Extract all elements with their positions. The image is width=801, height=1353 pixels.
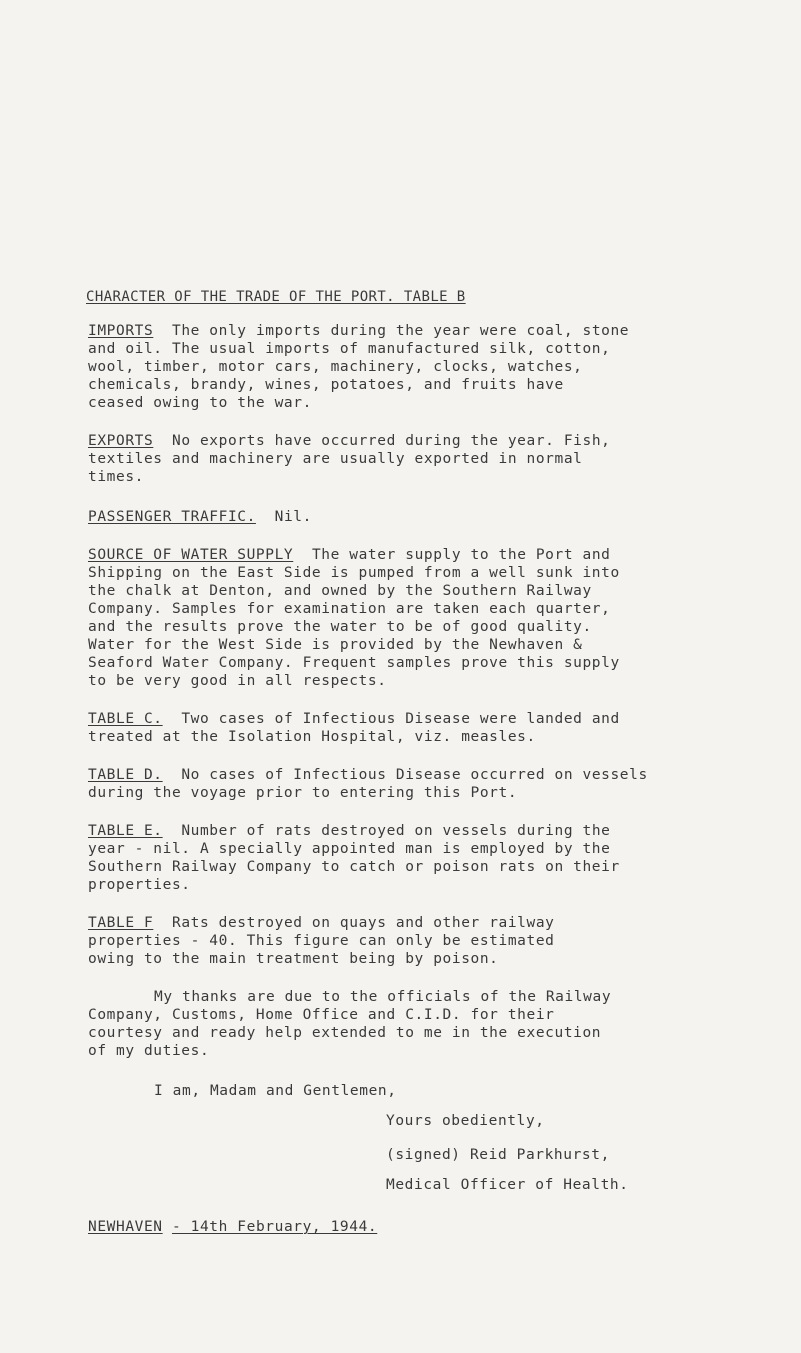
water-supply-line-4: Company. Samples for examination are taken each quarter, bbox=[88, 601, 611, 617]
officer-title: Medical Officer of Health. bbox=[386, 1177, 629, 1193]
thanks-line-1: My thanks are due to the officials of the Railway bbox=[154, 989, 612, 1005]
passenger-traffic-line bbox=[88, 508, 312, 526]
water-supply-line-1: SOURCE OF WATER SUPPLY The water supply to the Port and bbox=[88, 547, 611, 563]
table-c-heading: TABLE C. bbox=[88, 711, 163, 727]
passenger-traffic-heading: PASSENGER TRAFFIC. bbox=[88, 509, 256, 525]
footer-place: NEWHAVEN bbox=[88, 1219, 163, 1235]
thanks-line-3: courtesy and ready help extended to me in the execution bbox=[88, 1025, 602, 1041]
thanks-line-2: Company, Customs, Home Office and C.I.D. for their bbox=[88, 1007, 555, 1023]
table-e-line-4: properties. bbox=[88, 877, 191, 893]
imports-line-5: ceased owing to the war. bbox=[88, 395, 312, 411]
water-supply-line-6: Water for the West Side is provided by the Newhaven & bbox=[88, 637, 583, 653]
footer-place-date bbox=[88, 1218, 377, 1236]
page-title: CHARACTER OF THE TRADE OF THE PORT. TABLE B bbox=[86, 289, 466, 305]
water-supply-heading: SOURCE OF WATER SUPPLY bbox=[88, 547, 294, 563]
table-e-line-2: year - nil. A specially appointed man is employed by the bbox=[88, 841, 611, 857]
exports-line-2: textiles and machinery are usually exported in normal bbox=[88, 451, 583, 467]
signature: (signed) Reid Parkhurst, bbox=[386, 1147, 610, 1163]
water-supply-line-2: Shipping on the East Side is pumped from a well sunk into bbox=[88, 565, 620, 581]
salutation: I am, Madam and Gentlemen, bbox=[154, 1083, 397, 1099]
footer-date: - 14th February, 1944. bbox=[171, 1219, 378, 1235]
table-d-line-1: TABLE D. No cases of Infectious Disease occurred on vessels bbox=[88, 767, 648, 783]
water-supply-line-8: to be very good in all respects. bbox=[88, 673, 387, 689]
water-supply-line-5: and the results prove the water to be of good quality. bbox=[88, 619, 592, 635]
table-f-line-1: TABLE F Rats destroyed on quays and other railway bbox=[88, 915, 555, 931]
exports-line-3: times. bbox=[88, 469, 144, 485]
exports-heading: EXPORTS bbox=[88, 433, 154, 449]
passenger-traffic-value: Nil. bbox=[274, 509, 312, 525]
imports-heading: IMPORTS bbox=[88, 323, 154, 339]
table-e-line-3: Southern Railway Company to catch or poison rats on their bbox=[88, 859, 620, 875]
imports-line-4: chemicals, brandy, wines, potatoes, and fruits have bbox=[88, 377, 564, 393]
table-c-line-2: treated at the Isolation Hospital, viz. measles. bbox=[88, 729, 536, 745]
thanks-line-4: of my duties. bbox=[88, 1043, 210, 1059]
table-e-heading: TABLE E. bbox=[88, 823, 163, 839]
table-e-line-1: TABLE E. Number of rats destroyed on vessels during the bbox=[88, 823, 611, 839]
valediction: Yours obediently, bbox=[386, 1113, 545, 1129]
table-f-line-2: properties - 40. This figure can only be estimated bbox=[88, 933, 555, 949]
table-d-heading: TABLE D. bbox=[88, 767, 163, 783]
exports-line-1: EXPORTS No exports have occurred during the year. Fish, bbox=[88, 433, 611, 449]
imports-line-2: and oil. The usual imports of manufactured silk, cotton, bbox=[88, 341, 611, 357]
table-f-heading: TABLE F bbox=[88, 915, 154, 931]
water-supply-line-3: the chalk at Denton, and owned by the Southern Railway bbox=[88, 583, 592, 599]
water-supply-line-7: Seaford Water Company. Frequent samples prove this supply bbox=[88, 655, 620, 671]
table-d-line-2: during the voyage prior to entering this Port. bbox=[88, 785, 518, 801]
imports-line-1: IMPORTS The only imports during the year were coal, stone bbox=[88, 323, 630, 339]
imports-line-3: wool, timber, motor cars, machinery, clocks, watches, bbox=[88, 359, 583, 375]
table-c-line-1: TABLE C. Two cases of Infectious Disease were landed and bbox=[88, 711, 620, 727]
table-f-line-3: owing to the main treatment being by poison. bbox=[88, 951, 499, 967]
